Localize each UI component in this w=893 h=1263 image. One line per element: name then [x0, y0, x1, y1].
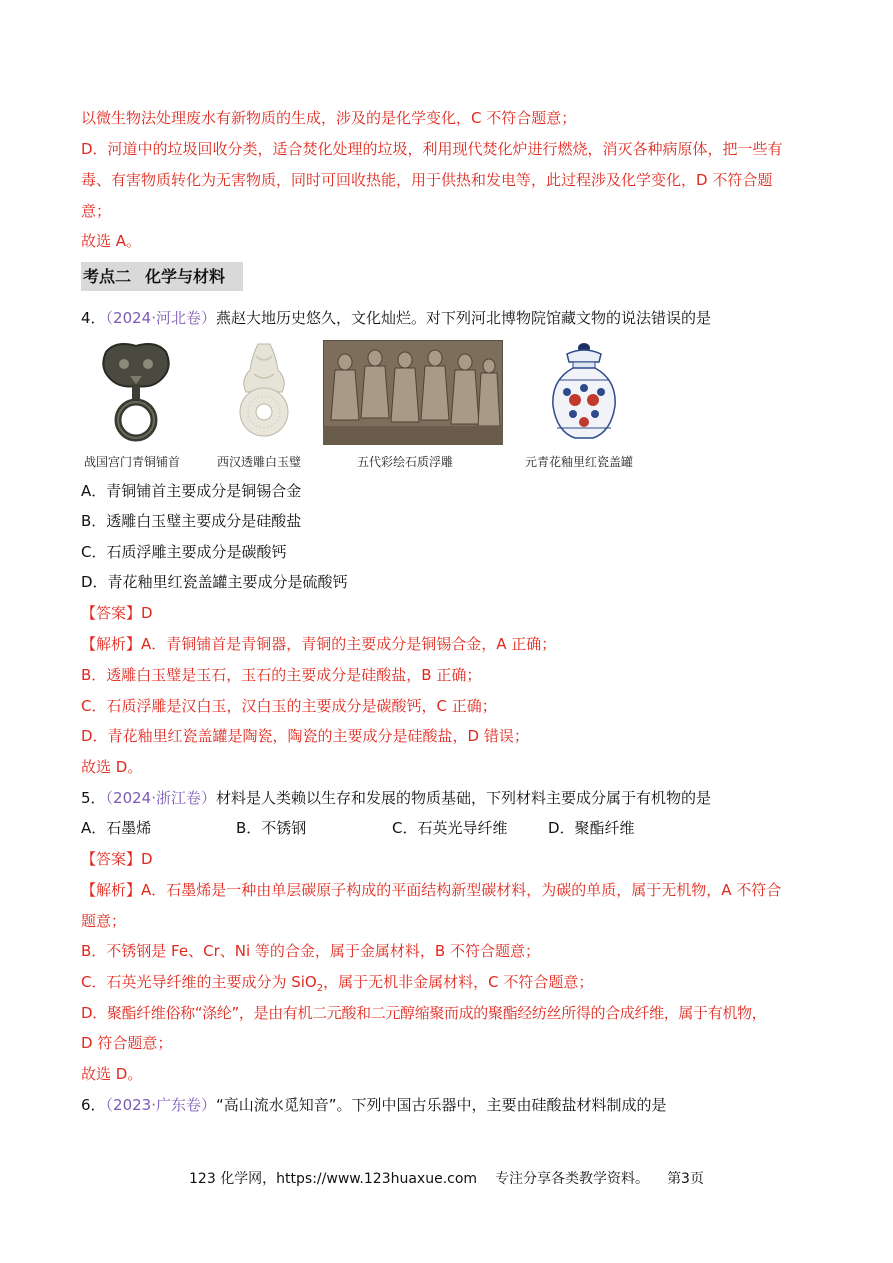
- answer-line: [81, 603, 153, 623]
- porcelain-jar-image: [545, 340, 623, 445]
- analysis-line: 题意；: [81, 912, 127, 930]
- question-source: （2024·浙江卷）: [105, 789, 216, 807]
- option-b: B．不锈钢: [236, 819, 307, 837]
- image-caption: 五代彩绘石质浮雕: [357, 455, 454, 469]
- question-text: 材料是人类赖以生存和发展的物质基础，下列材料主要成分属于有机物的是: [216, 789, 712, 807]
- conclusion-line: 故选 D。: [81, 758, 143, 776]
- analysis-line: D．聚酯纤维俗称“涤纶”，是由有机二元酸和二元醇缩聚而成的聚酯经纺丝所得的合成纤维，属于有机物，: [81, 1004, 767, 1022]
- answer-tag: 【答案】: [81, 604, 142, 622]
- answer-line: [81, 849, 153, 869]
- bronze-door-knocker-image: [96, 340, 176, 445]
- option-c: C．石英光导纤维: [392, 819, 508, 837]
- question-number: 5．: [81, 789, 106, 807]
- question-4-stem: [81, 308, 711, 328]
- analysis-text: A．石墨烯是一种由单层碳原子构成的平面结构新型碳材料，为碳的单质，属于无机物，A 不符合: [141, 881, 782, 899]
- option-d: D．聚酯纤维: [548, 819, 635, 837]
- analysis-line: [81, 880, 781, 900]
- question-source: （2024·河北卷）: [105, 309, 216, 327]
- analysis-line: [81, 972, 593, 999]
- analysis-line: 毒、有害物质转化为无害物质，同时可回收热能，用于供热和发电等，此过程涉及化学变化，D 不符合题: [81, 171, 773, 189]
- page-number: 第3页: [667, 1171, 704, 1187]
- conclusion-line: 故选 A。: [81, 232, 142, 250]
- question-text: “高山流水觅知音”。下列中国古乐器中，主要由硅酸盐材料制成的是: [216, 1096, 667, 1114]
- analysis-line: B．不锈钢是 Fe、Cr、Ni 等的合金，属于金属材料，B 不符合题意；: [81, 942, 540, 960]
- answer-value: D: [141, 850, 153, 868]
- question-source: （2023·广东卷）: [105, 1096, 216, 1114]
- analysis-line: D 符合题意；: [81, 1034, 173, 1052]
- answer-tag: 【答案】: [81, 850, 142, 868]
- analysis-line: 以微生物法处理废水有新物质的生成，涉及的是化学变化，C 不符合题意；: [81, 109, 577, 127]
- question-5-stem: [81, 788, 711, 808]
- option-c: C．石质浮雕主要成分是碳酸钙: [81, 543, 287, 561]
- image-caption: 西汉透雕白玉璧: [217, 455, 302, 469]
- analysis-text: A．青铜铺首是青铜器，青铜的主要成分是铜锡合金，A 正确；: [141, 635, 557, 653]
- analysis-tag: 【解析】: [81, 881, 142, 899]
- analysis-line: D．青花釉里红瓷盖罐是陶瓷，陶瓷的主要成分是硅酸盐，D 错误；: [81, 727, 529, 745]
- option-a: A．石墨烯: [81, 819, 152, 837]
- stone-relief-image: [323, 340, 503, 445]
- analysis-text: ，属于无机非金属材料，C 不符合题意；: [323, 973, 594, 991]
- option-b: B．透雕白玉璧主要成分是硅酸盐: [81, 512, 302, 530]
- analysis-text: C．石英光导纤维的主要成分为 SiO: [81, 973, 317, 991]
- option-a: A．青铜铺首主要成分是铜锡合金: [81, 482, 302, 500]
- analysis-line: 意；: [81, 202, 112, 220]
- answer-value: D: [141, 604, 153, 622]
- section-title: 化学与材料: [145, 267, 226, 286]
- question-6-stem: [81, 1095, 667, 1115]
- analysis-line: B．透雕白玉璧是玉石，玉石的主要成分是硅酸盐，B 正确；: [81, 666, 482, 684]
- analysis-tag: 【解析】: [81, 635, 142, 653]
- question-text: 燕赵大地历史悠久，文化灿烂。对下列河北博物院馆藏文物的说法错误的是: [216, 309, 712, 327]
- footer-site: 123 化学网，https://www.123huaxue.com: [189, 1171, 478, 1187]
- image-caption: 元青花釉里红瓷盖罐: [525, 455, 634, 469]
- footer-slogan: 专注分享各类教学资料。: [495, 1171, 650, 1187]
- white-jade-bi-image: [232, 340, 296, 445]
- subscript: 2: [316, 983, 324, 994]
- page-footer: [0, 1168, 893, 1188]
- section-heading: [81, 262, 243, 291]
- analysis-line: D．河道中的垃圾回收分类，适合焚化处理的垃圾，利用现代焚化炉进行燃烧，消灭各种病原体，把一些有: [81, 140, 783, 158]
- conclusion-line: 故选 D。: [81, 1065, 143, 1083]
- option-d: D．青花釉里红瓷盖罐主要成分是硫酸钙: [81, 573, 348, 591]
- analysis-line: [81, 634, 556, 654]
- analysis-line: C．石质浮雕是汉白玉，汉白玉的主要成分是碳酸钙，C 正确；: [81, 697, 497, 715]
- section-number: 考点二: [83, 267, 132, 286]
- question-number: 4．: [81, 309, 106, 327]
- image-caption: 战国宫门青铜铺首: [84, 455, 181, 469]
- question-number: 6．: [81, 1096, 106, 1114]
